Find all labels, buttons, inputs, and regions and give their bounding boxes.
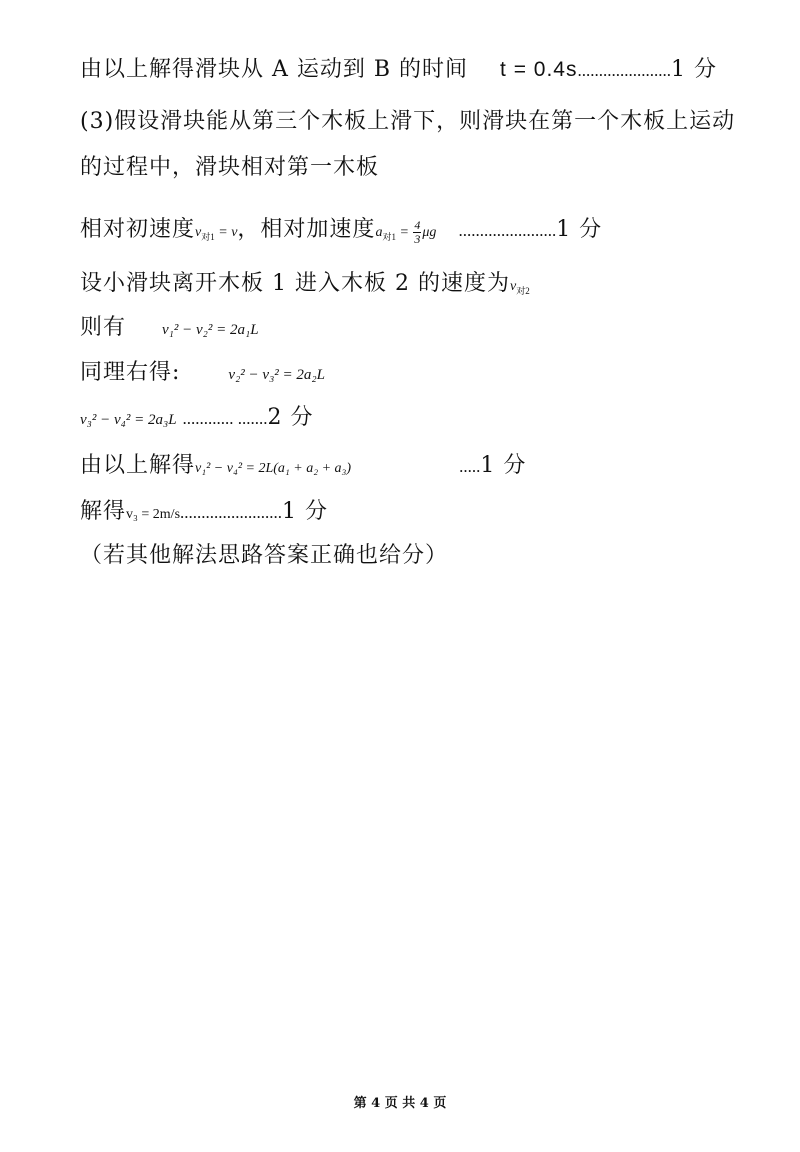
line-equation-2 [80, 355, 740, 386]
line-relative-motion [80, 212, 740, 246]
fraction-denominator: 3 [414, 232, 421, 247]
line-text: (3)假设滑块能从第三个木板上滑下，则滑块在第一个木板上运动 [80, 109, 736, 134]
score: 1 分 [282, 499, 329, 524]
line-text: 同理右得: [80, 360, 181, 385]
page-footer: 第 4 页 共 4 页 [353, 1096, 447, 1111]
dot-leader: ....................... [458, 221, 557, 240]
line-part3-intro [80, 104, 740, 135]
equation-2: v₂² − v₃² = 2a₂L [228, 367, 325, 383]
mu-g: μg [422, 225, 437, 240]
score: 1 分 [556, 217, 603, 242]
line-equation-1 [80, 310, 740, 341]
initial-velocity-value: = v [218, 225, 238, 240]
line-note [80, 538, 740, 569]
line-text: 设小滑块离开木板 1 进入木板 2 的速度为 [80, 271, 510, 296]
line-time-result [80, 52, 740, 83]
line-final-answer [80, 494, 740, 525]
line-combined-equation [80, 448, 740, 479]
line-text: 的过程中，滑块相对第一木板 [80, 155, 380, 180]
dot-leader: ...................... [577, 61, 671, 80]
fraction-numerator: 4 [414, 218, 421, 233]
fraction [413, 219, 421, 246]
dot-leader: ............ ....... [182, 409, 268, 428]
line-equation-3 [80, 400, 740, 431]
line-text: 由以上解得滑块从 A 运动到 B 的时间 [80, 57, 469, 82]
combined-equation: v₁² − v₄² = 2L(a₁ + a₂ + a₃) [195, 461, 352, 476]
score: 1 分 [671, 57, 717, 82]
accel-formula: $a_{对1}$ = $\frac{4}{3}$ μg [375, 218, 437, 247]
label-initial-velocity: 相对初速度 [80, 217, 196, 242]
equation-3: v₃² − v₄² = 2a₃L [80, 412, 177, 428]
line-part3-cont [80, 150, 740, 181]
dot-leader: ........................ [180, 503, 283, 522]
label-relative-accel: ，相对加速度 [237, 217, 376, 242]
dot-leader: ..... [459, 457, 481, 476]
time-formula: t = 0.4s [500, 58, 578, 81]
score: 2 分 [267, 405, 314, 430]
equation-1: v₁² − v₂² = 2a₁L [162, 322, 259, 338]
line-text: 由以上解得 [80, 453, 196, 478]
note-text: （若其他解法思路答案正确也给分） [80, 543, 449, 568]
line-text: 解得 [80, 499, 127, 524]
line-board-velocity [80, 266, 740, 297]
score: 1 分 [480, 453, 527, 478]
line-text: 则有 [80, 315, 127, 340]
initial-velocity-formula: $v_{对1} = v$ [195, 225, 238, 242]
final-answer: v₃ = 2m/s [126, 507, 181, 522]
velocity-symbol: $v_{对2}$ [509, 279, 530, 296]
